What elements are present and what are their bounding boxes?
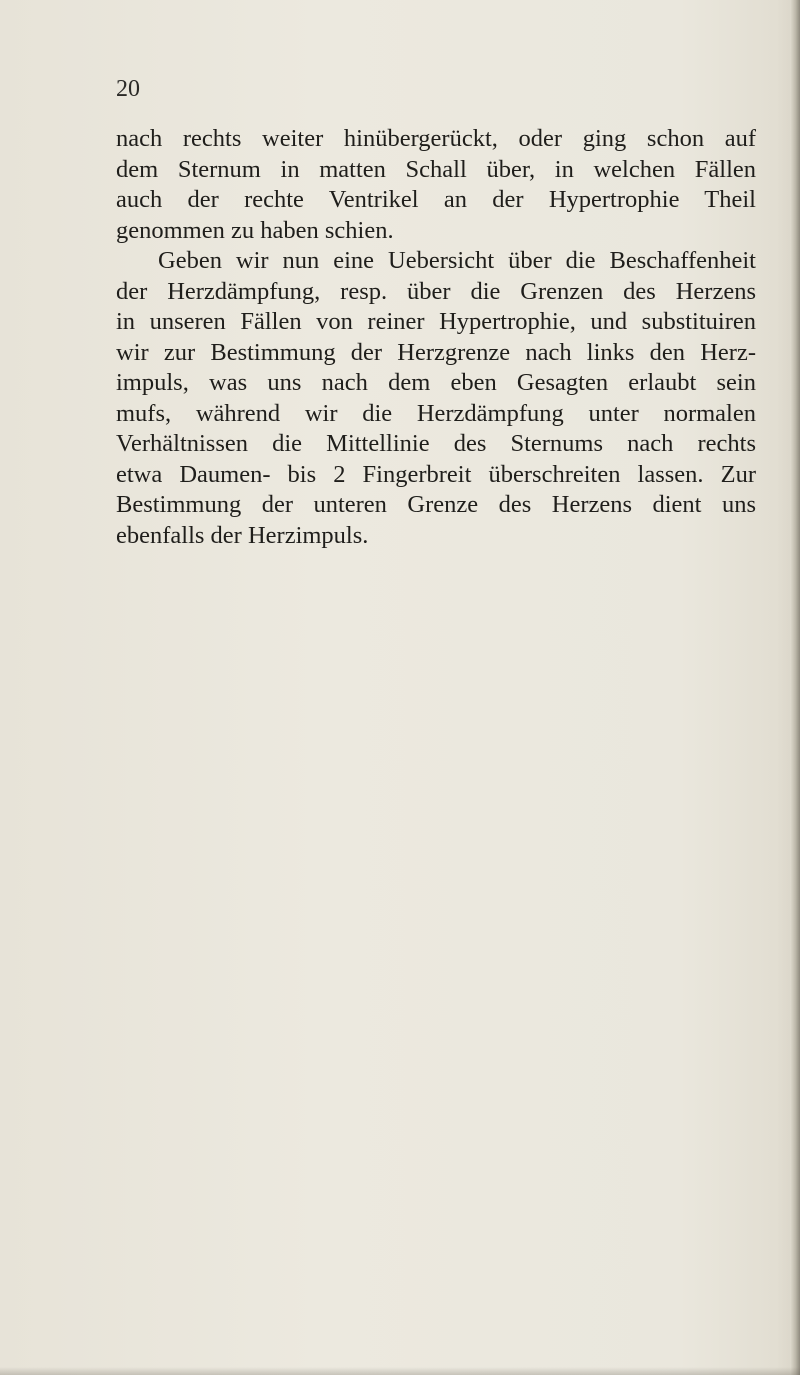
body-text bbox=[116, 124, 756, 551]
text-line: mufs, während wir die Herzdämpfung unter normalen bbox=[116, 399, 756, 427]
text-line: in unseren Fällen von reiner Hypertrophie, und substituiren bbox=[116, 308, 756, 335]
page-bottom-shadow bbox=[0, 1367, 800, 1375]
text-line: genommen zu haben schien. bbox=[116, 216, 394, 244]
page-number: 20 bbox=[116, 76, 140, 102]
text-line: impuls, was uns nach dem eben Gesagten erlaubt sein bbox=[116, 369, 756, 396]
text-line: wir zur Bestimmung der Herzgrenze nach links den Herz- bbox=[116, 338, 756, 366]
text-line: nach rechts weiter hinübergerückt, oder ging schon auf bbox=[116, 125, 756, 152]
text-line: Geben wir nun eine Uebersicht über die Beschaffenheit bbox=[158, 247, 756, 274]
text-line: Bestimmung der unteren Grenze des Herzens dient uns bbox=[116, 491, 756, 518]
text-line: ebenfalls der Herzimpuls. bbox=[116, 521, 369, 549]
text-line: dem Sternum in matten Schall über, in welchen Fällen bbox=[116, 155, 756, 183]
text-line: Verhältnissen die Mittellinie des Sternums nach rechts bbox=[116, 430, 756, 457]
text-line: der Herzdämpfung, resp. über die Grenzen des Herzens bbox=[116, 277, 756, 305]
text-line: auch der rechte Ventrikel an der Hypertrophie Theil bbox=[116, 186, 756, 213]
page-edge-shadow bbox=[790, 0, 800, 1375]
text-line: etwa Daumen- bis 2 Fingerbreit überschreiten lassen. Zur bbox=[116, 460, 756, 488]
bleed-through-texture bbox=[116, 520, 756, 776]
